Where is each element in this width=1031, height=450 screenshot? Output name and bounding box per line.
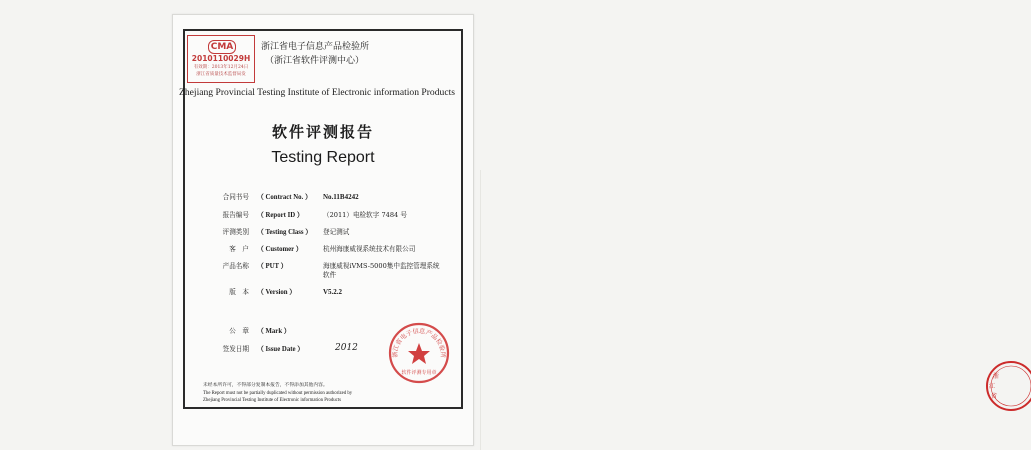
field-testing-class [173, 228, 473, 240]
field-version [173, 288, 473, 300]
seal-subtext: 软件评测专用章 [401, 370, 437, 376]
footer-notice-cn: 未经本所许可，不得部分复制本报告，不得添加其他内容。 [203, 383, 328, 388]
svg-text:江: 江 [989, 383, 996, 390]
field-label-cn: 评测类别 [222, 228, 249, 236]
cma-issuer: 浙江省质量技术监督局发 [196, 72, 246, 77]
field-label-cn: 客 户 [229, 245, 249, 253]
seal-text: 浙江省电子信息产品检验所 [391, 327, 447, 358]
field-label-cn: 产品名称 [222, 262, 249, 270]
field-label-cn: 合同书号 [222, 193, 249, 201]
field-label-en: （ Issue Date ） [257, 346, 305, 353]
testing-report-page [172, 14, 474, 446]
field-label-en: （ PUT ） [257, 263, 288, 270]
cma-number: 2010110029H [191, 54, 251, 63]
official-seal-icon [387, 321, 451, 385]
adjacent-seal-icon [971, 356, 1031, 416]
field-value: 海康威视iVMS-5000集中监控管理系统软件 [323, 262, 440, 279]
field-value: V5.2.2 [323, 288, 343, 296]
field-value: 杭州海康威视系统技术有限公司 [323, 245, 416, 253]
field-label-cn: 版 本 [229, 288, 249, 296]
institute-name-en: Zhejiang Provincial Testing Institute of Electronic information Products [179, 87, 455, 98]
field-label-en: （ Customer ） [257, 246, 303, 253]
field-customer [173, 245, 473, 257]
field-label-en: （ Contract No. ） [257, 194, 312, 201]
field-label-cn: 公 章 [229, 327, 249, 335]
svg-text:省: 省 [991, 393, 998, 400]
cma-validity: 有效期：2013年12月24日 [193, 65, 249, 70]
field-label-en: （ Report ID ） [257, 212, 304, 219]
cma-certification-stamp [187, 35, 255, 83]
adjacent-page [480, 170, 1000, 450]
field-contract-no [173, 193, 473, 205]
footer-notice-en-2: Zhejiang Provincial Testing Institute of Electronic information Products [203, 398, 341, 403]
issue-date-handwriting: 2012 [335, 343, 358, 353]
field-label-en: （ Mark ） [257, 328, 291, 335]
field-label-en: （ Version ） [257, 289, 297, 296]
field-label-cn: 签发日期 [222, 345, 249, 353]
cma-logo-icon: CMA [208, 40, 236, 54]
footer-notice-en-1: The Report must not be partially duplicated without permission authorized by [203, 391, 353, 396]
report-title-en: Testing Report [271, 149, 375, 166]
field-label-en: （ Testing Class ） [257, 229, 313, 236]
institute-name-cn: 浙江省电子信息产品检验所 [261, 42, 370, 52]
field-value: 登记测试 [323, 228, 350, 236]
field-value: No.11B4242 [323, 193, 359, 201]
field-put [173, 262, 473, 282]
field-value: （2011）电检软字 7484 号 [323, 211, 407, 219]
field-label-cn: 报告编号 [222, 211, 249, 219]
svg-text:浙: 浙 [993, 373, 1000, 380]
field-report-id [173, 211, 473, 223]
report-title-cn: 软件评测报告 [271, 123, 374, 141]
institute-subname-cn: （浙江省软件评测中心） [265, 56, 365, 66]
